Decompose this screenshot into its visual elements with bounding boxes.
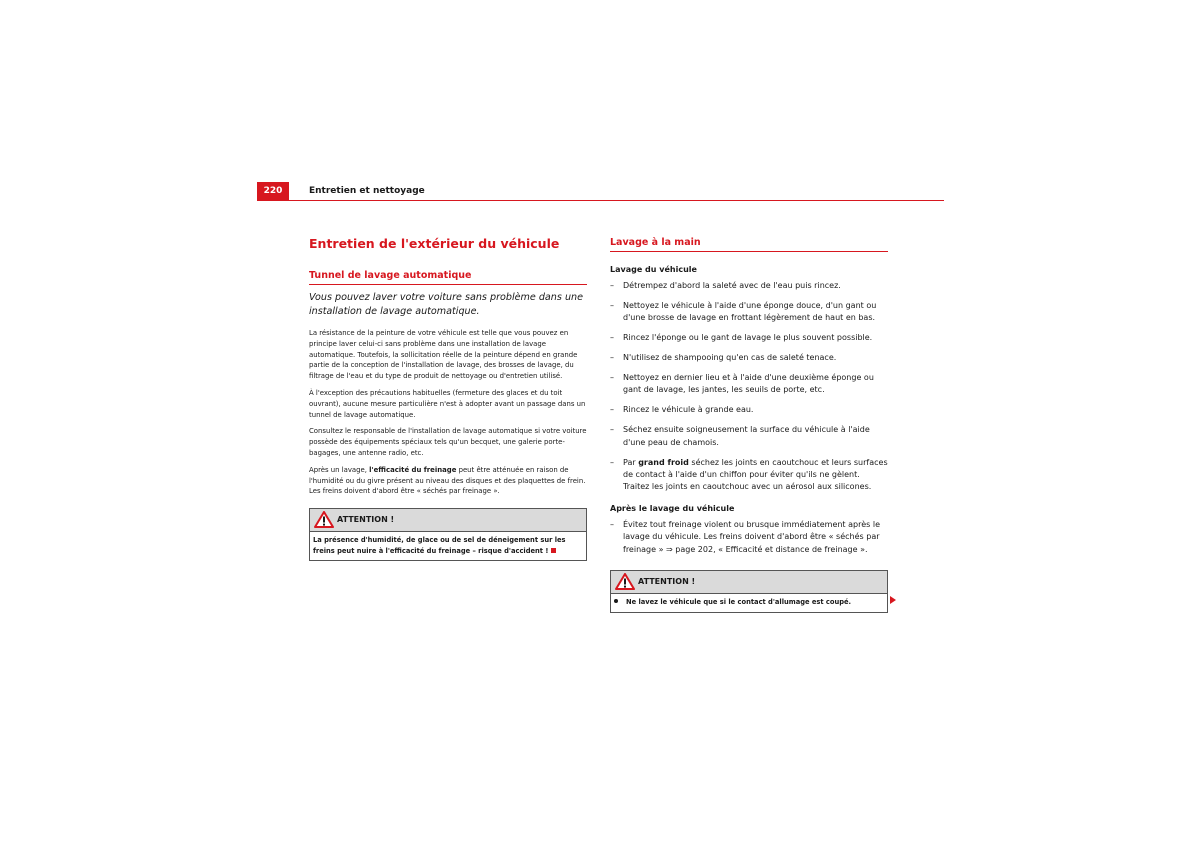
header-rule (257, 200, 944, 201)
warning-text: Ne lavez le véhicule que si le contact d'allumage est coupé. (611, 594, 887, 612)
chapter-title: Entretien et nettoyage (309, 186, 425, 196)
step-item-cold: – Par grand froid séchez les joints en caoutchouc et leurs surfaces de contact à l'aide d'un chiffon pour éviter qu'ils ne gèlent. Traitez les joints en caoutchouc avec un aérosol aux silicones. (610, 457, 888, 492)
paragraph-2: À l'exception des précautions habituelles (fermeture des glaces et du toit ouvrant), aucune mesure particulière n'est à adopter avant un passage dans un tunnel de lavage automatique. (309, 388, 586, 419)
page-number: 220 (257, 182, 289, 200)
step-item: – Nettoyez le véhicule à l'aide d'une éponge douce, d'un gant ou d'une brosse de lavage en frottant légèrement de haut en bas. (610, 300, 877, 323)
warning-text: La présence d'humidité, de glace ou de sel de déneigement sur les freins peut nuire à l'efficacité du freinage – risque d'accident ! (313, 536, 566, 555)
step-item: – Rincez l'éponge ou le gant de lavage le plus souvent possible. (610, 333, 873, 343)
warning-box-ignition (610, 570, 888, 613)
lead-paragraph: Vous pouvez laver votre voiture sans problème dans une installation de lavage automatique. (309, 292, 584, 317)
warning-triangle-icon (314, 511, 334, 528)
page-header (257, 182, 944, 202)
step-item: – Détrempez d'abord la saleté avec de l'eau puis rincez. (610, 281, 841, 290)
left-column (309, 236, 587, 561)
warning-header (611, 571, 887, 594)
end-marker-icon (551, 548, 556, 553)
step-item: – Séchez ensuite soigneusement la surface du véhicule à l'aide d'une peau de chamois. (610, 425, 870, 447)
warning-title: ATTENTION ! (337, 515, 395, 525)
step-item: – Nettoyez en dernier lieu et à l'aide d'une deuxième éponge ou gant de lavage, les jantes, les seuils de porte, etc. (610, 373, 874, 395)
paragraph-1: La résistance de la peinture de votre véhicule est telle que vous pouvez en principe laver celui-ci sans problème dans une installation de lavage automatique. Toutefois, la sollicitation réelle de la peinture dépend en grande partie de la conception de l'installation de lavage, des brosses de lavage, du filtrage de l'eau et du type de produit de nettoyage ou d'entretien utilisé. (309, 329, 578, 381)
right-column (610, 236, 888, 613)
warning-box-brakes (309, 508, 587, 561)
paragraph-4: Après un lavage, l'efficacité du freinage peut être atténuée en raison de l'humidité ou du givre présent au niveau des disques et des plaquettes de frein. Les freins doivent d'abord être « séchés par freinage ». (309, 465, 586, 496)
step-item: – Rincez le véhicule à grande eau. (610, 405, 754, 415)
subheading-after-wash: Après le lavage du véhicule (610, 503, 735, 513)
section-title-hand-wash: Lavage à la main (610, 236, 888, 252)
paragraph-3: Consultez le responsable de l'installation de lavage automatique si votre voiture possède des équipements spéciaux tels qu'un becquet, une galerie porte-bagages, une antenne radio, etc. (309, 427, 587, 457)
step-item-after: – Évitez tout freinage violent ou brusque immédiatement après le lavage du véhicule. Les freins doivent d'abord être « séchés par freinage » ⇒ page 202, « Efficacité et distance de freinage ». (610, 519, 880, 554)
warning-triangle-icon (615, 573, 635, 590)
warning-header (310, 509, 586, 532)
step-item: – N'utilisez de shampooing qu'en cas de saleté tenace. (610, 353, 837, 363)
continue-arrow-icon (890, 596, 896, 604)
page-title: Entretien de l'extérieur du véhicule (309, 236, 560, 251)
subheading-wash: Lavage du véhicule (610, 265, 697, 274)
bullet-icon (614, 599, 618, 603)
section-title-tunnel: Tunnel de lavage automatique (309, 269, 587, 285)
warning-title: ATTENTION ! (638, 577, 696, 586)
